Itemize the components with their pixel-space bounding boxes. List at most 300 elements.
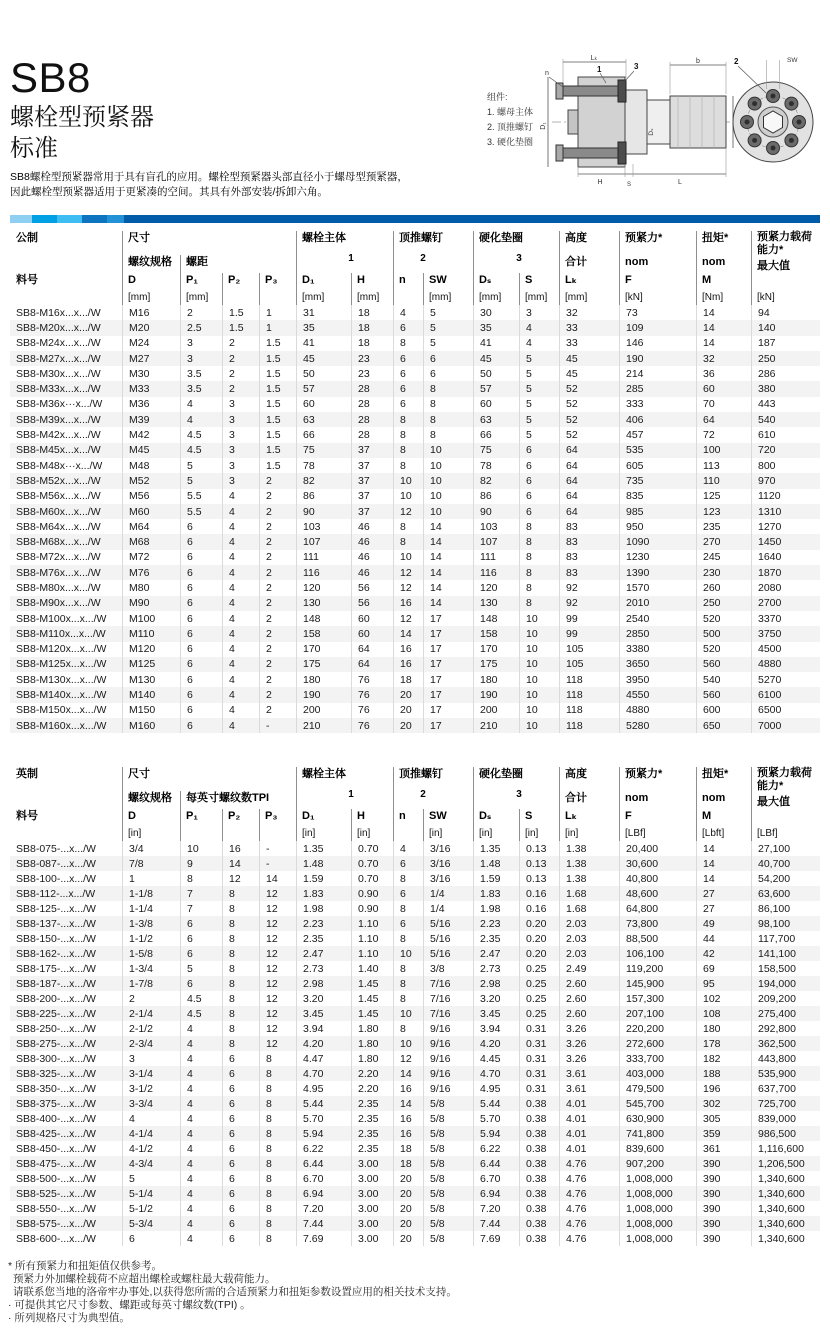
table-cell: 12	[259, 1021, 296, 1036]
table-cell: 6	[180, 550, 222, 565]
table-cell: 4	[519, 320, 559, 335]
table-cell: 0.20	[519, 946, 559, 961]
table-cell: 6.94	[296, 1186, 351, 1201]
table-cell: 4.95	[296, 1081, 351, 1096]
table-row	[10, 1111, 820, 1126]
table-cell: 82	[473, 473, 519, 488]
table-cell: 5	[423, 305, 473, 320]
load-capacity-label: 预紧力载荷能力*	[757, 231, 812, 256]
table-cell: 3	[222, 397, 259, 412]
table-cell: 8	[393, 519, 423, 534]
table-row	[10, 305, 820, 320]
table-cell: 3.94	[296, 1021, 351, 1036]
table-cell: M30	[122, 366, 180, 381]
table-cell: 6	[180, 580, 222, 595]
table-cell: M68	[122, 534, 180, 549]
table-cell: 10	[423, 473, 473, 488]
table-cell: 10	[519, 672, 559, 687]
table-cell: 30,600	[619, 856, 696, 871]
table-cell: SB8-M27x...x.../W	[16, 352, 101, 365]
table-cell: 8	[222, 886, 259, 901]
column-symbol-n: n	[399, 810, 406, 822]
table-cell: 4.5	[180, 991, 222, 1006]
table-cell: 194,000	[751, 976, 820, 991]
table-cell: 5	[519, 351, 559, 366]
table-row	[10, 946, 820, 961]
table-cell: 35	[473, 320, 519, 335]
table-cell: 4-3/4	[122, 1156, 180, 1171]
table-cell: SB8-M52x...x.../W	[16, 474, 101, 487]
footnote-line: 请联系您当地的洛帝牢办事处,以获得您所需的合适预紧力和扭矩参数设置应用的相关技术支持。	[13, 1286, 457, 1298]
table-cell: SB8-M80x...x.../W	[16, 581, 101, 594]
table-cell: SB8-M76x...x.../W	[16, 566, 101, 579]
table-cell: 123	[696, 504, 751, 519]
table-cell: 1390	[619, 565, 696, 580]
table-cell: 4.76	[559, 1156, 619, 1171]
table-cell: 839,600	[619, 1141, 696, 1156]
column-symbol-m: M	[702, 810, 712, 822]
table-cell: 12	[259, 1006, 296, 1021]
table-cell: 2	[180, 305, 222, 320]
table-cell: 5/8	[423, 1171, 473, 1186]
table-cell: 12	[259, 931, 296, 946]
hardened-washer-bottom	[618, 142, 626, 164]
table-cell: 4	[222, 718, 259, 733]
table-header	[10, 759, 820, 841]
table-cell: 3	[222, 412, 259, 427]
table-cell: 333	[619, 397, 696, 412]
metric-table-body	[10, 305, 820, 733]
footnote-line: * 所有预紧力和扭矩值仅供参考。	[8, 1260, 163, 1272]
table-cell: 6	[222, 1051, 259, 1066]
table-cell: 6	[180, 931, 222, 946]
table-cell: 6	[180, 519, 222, 534]
table-cell: 1,008,000	[619, 1231, 696, 1246]
table-cell: 4	[222, 489, 259, 504]
imperial-table	[10, 759, 820, 1246]
table-cell: SB8-M33x...x.../W	[16, 383, 101, 396]
table-cell: 0.13	[519, 871, 559, 886]
table-cell: 7	[180, 901, 222, 916]
table-cell: 7.44	[296, 1216, 351, 1231]
table-cell: 20	[393, 1216, 423, 1231]
table-row	[10, 580, 820, 595]
table-cell: 14	[696, 871, 751, 886]
table-cell: 3.00	[351, 1156, 393, 1171]
table-cell: 12	[259, 901, 296, 916]
table-cell: 390	[696, 1231, 751, 1246]
column-unit: [LBf]	[625, 828, 646, 839]
table-cell: 2.60	[559, 1006, 619, 1021]
column-symbol-d: D	[128, 274, 136, 286]
table-cell: 60	[351, 626, 393, 641]
table-cell: 57	[296, 381, 351, 396]
table-cell: 148	[296, 611, 351, 626]
column-symbol-h: H	[357, 810, 365, 822]
table-cell: 4-1/4	[122, 1126, 180, 1141]
table-cell: M90	[122, 596, 180, 611]
table-cell: 5/8	[423, 1096, 473, 1111]
table-cell: 333,700	[619, 1051, 696, 1066]
table-cell: 3.45	[296, 1006, 351, 1021]
table-cell: 8	[222, 901, 259, 916]
table-row	[10, 397, 820, 412]
table-cell: 1/4	[423, 886, 473, 901]
table-cell: 63,600	[751, 886, 820, 901]
table-cell: 6	[180, 534, 222, 549]
description-line: 因此螺栓型预紧器适用于更紧凑的空间。其具有外部安装/拆卸六角。	[10, 186, 328, 198]
table-cell: SB8-M42x...x.../W	[16, 429, 101, 442]
table-cell: 54,200	[751, 871, 820, 886]
table-cell: 1.45	[351, 991, 393, 1006]
table-cell: 3750	[751, 626, 820, 641]
table-cell: SB8-075-...x.../W	[16, 842, 96, 855]
table-cell: 12	[393, 1051, 423, 1066]
callout-marker-1: 1	[348, 253, 354, 264]
table-cell: 35	[296, 320, 351, 335]
table-cell: SB8-200-...x.../W	[16, 992, 96, 1005]
table-cell: 5/8	[423, 1141, 473, 1156]
table-cell: 2	[259, 534, 296, 549]
table-cell: 535	[619, 443, 696, 458]
table-cell: 94	[751, 305, 820, 320]
column-symbol-p2: P₂	[228, 810, 241, 822]
table-cell: 1-1/8	[122, 886, 180, 901]
table-cell: 735	[619, 473, 696, 488]
tensioner-body	[625, 90, 647, 154]
table-cell: 5-3/4	[122, 1216, 180, 1231]
table-cell: 0.13	[519, 841, 559, 856]
table-cell: 28	[351, 381, 393, 396]
table-cell: 10	[423, 443, 473, 458]
table-cell: 4	[180, 1141, 222, 1156]
table-cell: 2080	[751, 580, 820, 595]
column-symbol-f: F	[625, 274, 632, 286]
table-cell: 20	[393, 703, 423, 718]
table-cell: 406	[619, 412, 696, 427]
table-cell: 10	[180, 841, 222, 856]
table-cell: 3/16	[423, 871, 473, 886]
table-cell: 6	[393, 366, 423, 381]
table-cell: 6	[222, 1156, 259, 1171]
table-cell: 78	[473, 458, 519, 473]
table-cell: 37	[351, 489, 393, 504]
table-cell: 6	[222, 1111, 259, 1126]
table-cell: 5/8	[423, 1111, 473, 1126]
accent-bar-segment	[57, 215, 82, 223]
callout-marker-2: 2	[420, 253, 426, 264]
table-cell: 18	[393, 672, 423, 687]
table-cell: 8	[259, 1171, 296, 1186]
table-row	[10, 1021, 820, 1036]
table-cell: 18	[351, 320, 393, 335]
table-cell: 390	[696, 1201, 751, 1216]
table-cell: 3/16	[423, 856, 473, 871]
table-cell: 16	[393, 596, 423, 611]
table-cell: 0.16	[519, 901, 559, 916]
nom-label: nom	[625, 792, 649, 804]
table-cell: SB8-M120x...x.../W	[16, 643, 107, 656]
table-cell: 3.20	[473, 991, 519, 1006]
table-cell: 64	[559, 489, 619, 504]
column-symbol-d: D	[128, 810, 136, 822]
table-cell: 31	[296, 305, 351, 320]
table-cell: 8	[259, 1156, 296, 1171]
table-cell: 3/4	[122, 841, 180, 856]
table-cell: 361	[696, 1141, 751, 1156]
table-cell: 7/8	[122, 856, 180, 871]
table-cell: 72	[696, 427, 751, 442]
table-cell: 1.35	[296, 841, 351, 856]
table-cell: SB8-M56x...x.../W	[16, 490, 101, 503]
table-cell: 2.35	[351, 1096, 393, 1111]
table-cell: 1.5	[259, 458, 296, 473]
table-cell: 18	[393, 1141, 423, 1156]
table-cell: 7	[180, 886, 222, 901]
table-cell: 3.26	[559, 1051, 619, 1066]
table-cell: 6	[180, 703, 222, 718]
table-cell: 14	[393, 626, 423, 641]
table-cell: 3.94	[473, 1021, 519, 1036]
group-header-system: 公制	[16, 232, 38, 244]
callout-3: 3	[634, 62, 639, 71]
table-cell: 2	[259, 596, 296, 611]
table-cell: SB8-187-...x.../W	[16, 977, 96, 990]
table-cell: SB8-500-...x.../W	[16, 1172, 96, 1185]
table-cell: 3.00	[351, 1186, 393, 1201]
column-symbol-lk: Lₖ	[565, 810, 578, 822]
table-cell: 6	[519, 443, 559, 458]
table-cell: 4	[393, 841, 423, 856]
table-cell: 4	[222, 550, 259, 565]
table-cell: 76	[351, 672, 393, 687]
table-cell: 2.98	[296, 976, 351, 991]
table-cell: M120	[122, 642, 180, 657]
table-cell: 8	[222, 931, 259, 946]
table-cell: 260	[696, 580, 751, 595]
table-cell: 520	[696, 642, 751, 657]
table-cell: 8	[222, 916, 259, 931]
group-header-height: 高度	[565, 232, 587, 244]
table-cell: SB8-M68x...x.../W	[16, 536, 101, 549]
table-cell: 1.5	[259, 381, 296, 396]
table-cell: 69	[696, 961, 751, 976]
table-cell: 64,800	[619, 901, 696, 916]
table-cell: 27	[696, 901, 751, 916]
table-cell: 540	[696, 672, 751, 687]
table-cell: 7.20	[296, 1201, 351, 1216]
table-cell: 1	[259, 305, 296, 320]
table-cell: 1.10	[351, 916, 393, 931]
dim-label-b: b	[696, 58, 700, 65]
column-symbol-s: S	[525, 274, 533, 286]
table-cell: 2	[259, 519, 296, 534]
table-cell: 28	[351, 397, 393, 412]
table-cell: 6.44	[296, 1156, 351, 1171]
table-cell: 46	[351, 565, 393, 580]
imperial-table-body	[10, 841, 820, 1246]
table-cell: 0.38	[519, 1216, 559, 1231]
table-row	[10, 1171, 820, 1186]
table-cell: 1.38	[559, 841, 619, 856]
table-row	[10, 841, 820, 856]
table-cell: 12	[393, 504, 423, 519]
table-cell: 1-3/8	[122, 916, 180, 931]
table-cell: 950	[619, 519, 696, 534]
group-header-bolt-body: 螺栓主体	[302, 232, 346, 244]
table-cell: 8	[222, 946, 259, 961]
table-cell: 32	[559, 305, 619, 320]
table-cell: 3	[222, 443, 259, 458]
table-cell: 8	[222, 1006, 259, 1021]
table-cell: 49	[696, 916, 751, 931]
table-cell: 6100	[751, 687, 820, 702]
table-cell: 70	[696, 397, 751, 412]
table-cell: M27	[122, 351, 180, 366]
table-cell: 2.73	[296, 961, 351, 976]
table-cell: 4	[122, 1111, 180, 1126]
table-cell: SB8-162-...x.../W	[16, 947, 96, 960]
table-row	[10, 642, 820, 657]
table-cell: 3380	[619, 642, 696, 657]
table-cell: 1.5	[259, 351, 296, 366]
table-cell: 210	[473, 718, 519, 733]
table-cell: 4.01	[559, 1126, 619, 1141]
table-cell: 230	[696, 565, 751, 580]
table-cell: SB8-450-...x.../W	[16, 1142, 96, 1155]
table-cell: 907,200	[619, 1156, 696, 1171]
column-unit: [Lbft]	[702, 828, 725, 839]
table-cell: 250	[751, 351, 820, 366]
table-cell: SB8-575-...x.../W	[16, 1217, 96, 1230]
column-symbol-d1: D₁	[302, 810, 315, 822]
table-cell: 403,000	[619, 1066, 696, 1081]
table-cell: 6	[180, 687, 222, 702]
table-cell: 8	[423, 381, 473, 396]
table-cell: SB8-600-...x.../W	[16, 1232, 96, 1245]
table-cell: 0.38	[519, 1141, 559, 1156]
table-row	[10, 534, 820, 549]
table-cell: 5	[122, 1171, 180, 1186]
table-cell: 214	[619, 366, 696, 381]
table-cell: 5	[519, 397, 559, 412]
table-cell: 6	[222, 1231, 259, 1246]
table-row	[10, 366, 820, 381]
table-cell: SB8-400-...x.../W	[16, 1112, 96, 1125]
table-cell: 125	[696, 489, 751, 504]
table-cell: 45	[559, 366, 619, 381]
table-cell: 17	[423, 718, 473, 733]
table-cell: 12	[259, 976, 296, 991]
table-cell: 2	[222, 366, 259, 381]
table-cell: 20	[393, 718, 423, 733]
partno-header: 料号	[16, 274, 38, 286]
table-cell: 12	[259, 991, 296, 1006]
table-cell: 3950	[619, 672, 696, 687]
table-cell: 9/16	[423, 1051, 473, 1066]
table-row	[10, 443, 820, 458]
table-cell: 6	[222, 1141, 259, 1156]
column-symbol-h: H	[357, 274, 365, 286]
table-cell: 1,206,500	[751, 1156, 820, 1171]
table-row	[10, 1081, 820, 1096]
table-cell: 14	[259, 871, 296, 886]
table-cell: 103	[473, 519, 519, 534]
table-cell: 2	[259, 642, 296, 657]
table-cell: 637,700	[751, 1081, 820, 1096]
table-row	[10, 886, 820, 901]
table-cell: 37	[351, 473, 393, 488]
table-cell: 2850	[619, 626, 696, 641]
table-cell: 111	[473, 550, 519, 565]
table-cell: 8	[222, 1036, 259, 1051]
table-cell: 1.98	[473, 901, 519, 916]
table-cell: 14	[423, 580, 473, 595]
table-cell: 3	[222, 458, 259, 473]
table-cell: 5.94	[473, 1126, 519, 1141]
table-cell: M52	[122, 473, 180, 488]
table-cell: 2	[259, 580, 296, 595]
table-cell: 10	[519, 657, 559, 672]
table-cell: 90	[473, 504, 519, 519]
table-cell: 36	[696, 366, 751, 381]
table-cell: SB8-M160x...x.../W	[16, 719, 107, 732]
table-cell: SB8-275-...x.../W	[16, 1037, 96, 1050]
table-cell: 1.83	[296, 886, 351, 901]
table-cell: 10	[393, 550, 423, 565]
table-cell: 2-1/2	[122, 1021, 180, 1036]
table-cell: 985	[619, 504, 696, 519]
table-cell: 111	[296, 550, 351, 565]
table-cell: SB8-M90x...x.../W	[16, 597, 101, 610]
table-cell: 0.38	[519, 1231, 559, 1246]
table-cell: 302	[696, 1096, 751, 1111]
table-cell: 12	[259, 961, 296, 976]
table-cell: 7000	[751, 718, 820, 733]
table-cell: 839,000	[751, 1111, 820, 1126]
table-cell: 10	[393, 489, 423, 504]
table-cell: 1.10	[351, 931, 393, 946]
table-cell: 14	[696, 305, 751, 320]
table-row	[10, 320, 820, 335]
table-cell: 8	[222, 991, 259, 1006]
column-symbol-ds: Dₛ	[479, 810, 492, 822]
table-cell: 6	[222, 1096, 259, 1111]
table-cell: 0.90	[351, 886, 393, 901]
table-row	[10, 1066, 820, 1081]
table-cell: 6.22	[296, 1141, 351, 1156]
table-cell: 8	[393, 931, 423, 946]
table-cell: 10	[519, 626, 559, 641]
group-header-system: 英制	[16, 768, 38, 780]
table-cell: 2.35	[296, 931, 351, 946]
metric-table	[10, 215, 820, 733]
column-unit: [in]	[429, 828, 443, 839]
table-cell: 14	[393, 1096, 423, 1111]
table-cell: 107	[296, 534, 351, 549]
table-cell: 92	[559, 596, 619, 611]
table-cell: 99	[559, 626, 619, 641]
table-cell: 6	[519, 489, 559, 504]
table-cell: 2010	[619, 596, 696, 611]
table-cell: 9/16	[423, 1081, 473, 1096]
table-cell: 7/16	[423, 976, 473, 991]
table-cell: 6	[222, 1081, 259, 1096]
table-cell: 16	[393, 1081, 423, 1096]
table-cell: 8	[393, 991, 423, 1006]
table-cell: 73,800	[619, 916, 696, 931]
table-cell: 3	[222, 473, 259, 488]
